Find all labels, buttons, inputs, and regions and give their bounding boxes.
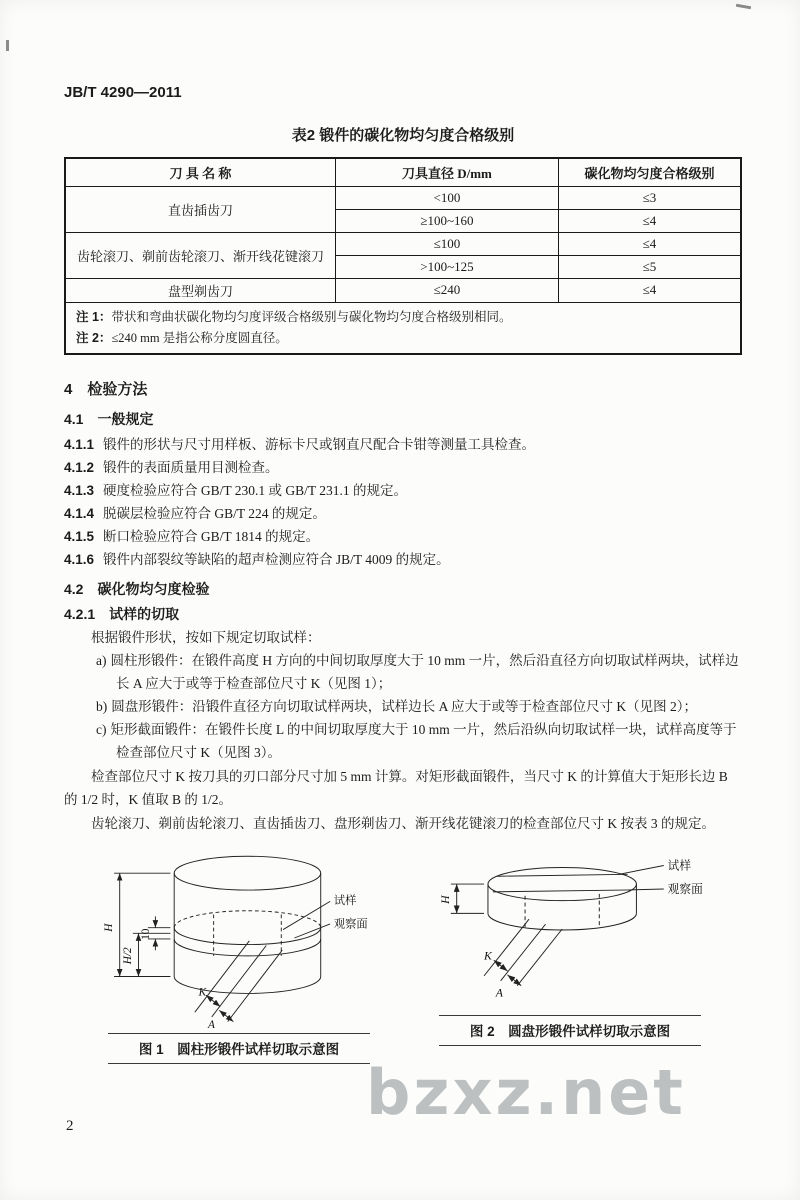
figure-1-diagram (80, 845, 398, 1031)
section-4-1-heading: 4.1 一般规定 (64, 410, 154, 427)
cell-diameter: >100~125 (335, 255, 558, 278)
note-text: ≤240 mm 是指公称分度圆直径。 (111, 330, 288, 345)
list-text: 圆盘形锻件：沿锻件直径方向切取试样两块，试样边长 A 应大于或等于检查部位尺寸 K（见图 2）； (111, 698, 698, 714)
page-number: 2 (66, 1118, 74, 1134)
cell-grade: ≤4 (558, 278, 741, 302)
table-header-row (65, 158, 741, 186)
cell-diameter: <100 (335, 186, 558, 209)
table-notes-row (65, 302, 741, 354)
paragraph-check-size-k: 检查部位尺寸 K 按刀具的刃口部分尺寸加 5 mm 计算。对矩形截面锻件，当尺寸 K 的计算值大于矩形长边 B 的 1/2 时，K 值取 B 的 1/2。 (64, 768, 728, 807)
fig1-label-sample: 试样 (333, 894, 357, 907)
figure-2 (424, 845, 716, 1064)
cell-tool-name: 齿轮滚刀、剃前齿轮滚刀、渐开线花键滚刀 (65, 232, 335, 278)
cell-grade: ≤4 (558, 232, 741, 255)
table-row (65, 278, 741, 302)
cell-grade: ≤5 (558, 255, 741, 278)
note-label: 注 1： (76, 309, 112, 324)
col-header-grade: 碳化物均匀度合格级别 (558, 158, 741, 186)
intro-paragraph: 根据锻件形状，按如下规定切取试样： (91, 629, 321, 645)
table-note-1 (76, 307, 730, 328)
clause-text: 锻件内部裂纹等缺陷的超声检测应符合 JB/T 4009 的规定。 (103, 551, 450, 567)
paragraph-table3-ref: 齿轮滚刀、剃前齿轮滚刀、直齿插齿刀、盘形剃齿刀、渐开线花键滚刀的检查部位尺寸 K 按表 3 的规定。 (91, 815, 715, 831)
clause-4-1-1 (64, 433, 742, 456)
fig2-label-K: K (484, 948, 492, 962)
list-item-c (96, 718, 742, 764)
fig1-label-H2: H/2 (121, 946, 134, 964)
table-notes-cell (65, 302, 741, 354)
clause-text: 断口检验应符合 GB/T 1814 的规定。 (103, 528, 320, 544)
clause-4-1-6 (64, 548, 742, 571)
table-2 (64, 157, 742, 355)
section-4-2-heading: 4.2 碳化物均匀度检验 (64, 580, 210, 597)
clause-number: 4.1.1 (64, 436, 95, 452)
col-header-diameter: 刀具直径 D/mm (335, 158, 558, 186)
clause-4-1-2 (64, 456, 742, 479)
cell-grade: ≤3 (558, 186, 741, 209)
clause-4-1-4 (64, 502, 742, 525)
fig2-label-A: A (495, 985, 503, 999)
fig2-label-surface: 观察面 (667, 882, 703, 896)
col-header-tool-name: 刀 具 名 称 (65, 158, 335, 186)
table-row (65, 186, 741, 209)
list-item-b (96, 695, 742, 718)
cell-diameter: ≤240 (335, 278, 558, 302)
cell-diameter: ≥100~160 (335, 209, 558, 232)
figure-2-caption: 图 2 圆盘形锻件试样切取示意图 (439, 1015, 701, 1046)
clause-number: 4.1.3 (64, 482, 95, 498)
fig1-label-A: A (208, 1018, 215, 1031)
clause-number: 4.1.5 (64, 528, 95, 544)
scan-artifact (736, 4, 751, 10)
clause-text: 脱碳层检验应符合 GB/T 224 的规定。 (103, 505, 326, 521)
list-text: 圆柱形锻件：在锻件高度 H 方向的中间切取厚度大于 10 mm 一片，然后沿直径方向切取试样两块，试样边长 A 应大于或等于检查部位尺寸 K（见图 1）； (110, 652, 739, 691)
clause-4-1-3 (64, 479, 742, 502)
scan-artifact (6, 40, 9, 51)
section-4-2-1-heading: 4.2.1 试样的切取 (64, 605, 180, 622)
table-note-2 (76, 328, 730, 349)
clause-text: 硬度检验应符合 GB/T 230.1 或 GB/T 231.1 的规定。 (103, 482, 408, 498)
list-item-a (96, 649, 742, 695)
list-text: 矩形截面锻件：在锻件长度 L 的中间切取厚度大于 10 mm 一片，然后沿纵向切取试样一块，试样高度等于检查部位尺寸 K（见图 3）。 (110, 721, 737, 760)
table-2-title: 表2 锻件的碳化物均匀度合格级别 (291, 127, 515, 144)
cell-grade: ≤4 (558, 209, 741, 232)
list-tag: b) (96, 698, 108, 714)
cell-tool-name: 盘型剃齿刀 (65, 278, 335, 302)
fig1-label-10: 10 (139, 928, 152, 940)
fig1-label-H: H (103, 923, 116, 932)
list-tag: c) (96, 721, 107, 737)
figures-row (80, 845, 742, 1064)
note-text: 带状和弯曲状碳化物均匀度评级合格级别与碳化物均匀度合格级别相同。 (111, 309, 512, 324)
fig2-label-H: H (438, 894, 452, 904)
list-tag: a) (96, 652, 107, 668)
standard-number: JB/T 4290—2011 (64, 84, 182, 101)
fig2-label-sample: 试样 (667, 858, 692, 872)
clause-number: 4.1.4 (64, 505, 95, 521)
clause-number: 4.1.2 (64, 459, 95, 475)
clause-text: 锻件的表面质量用目测检查。 (103, 459, 279, 475)
clause-text: 锻件的形状与尺寸用样板、游标卡尺或钢直尺配合卡钳等测量工具检查。 (103, 436, 536, 452)
clause-number: 4.1.6 (64, 551, 95, 567)
figure-1 (80, 845, 398, 1064)
figure-1-caption: 图 1 圆柱形锻件试样切取示意图 (108, 1033, 370, 1064)
clause-4-1-5 (64, 525, 742, 548)
watermark: bzxz.net (366, 1056, 686, 1129)
fig1-label-surface: 观察面 (333, 918, 368, 931)
figure-2-diagram (424, 845, 716, 1013)
cell-tool-name: 直齿插齿刀 (65, 186, 335, 232)
note-label: 注 2： (76, 330, 112, 345)
fig1-label-K: K (198, 985, 207, 998)
table-row (65, 232, 741, 255)
clause-list (64, 433, 742, 571)
section-4-heading: 4 检验方法 (64, 380, 148, 398)
cell-diameter: ≤100 (335, 232, 558, 255)
